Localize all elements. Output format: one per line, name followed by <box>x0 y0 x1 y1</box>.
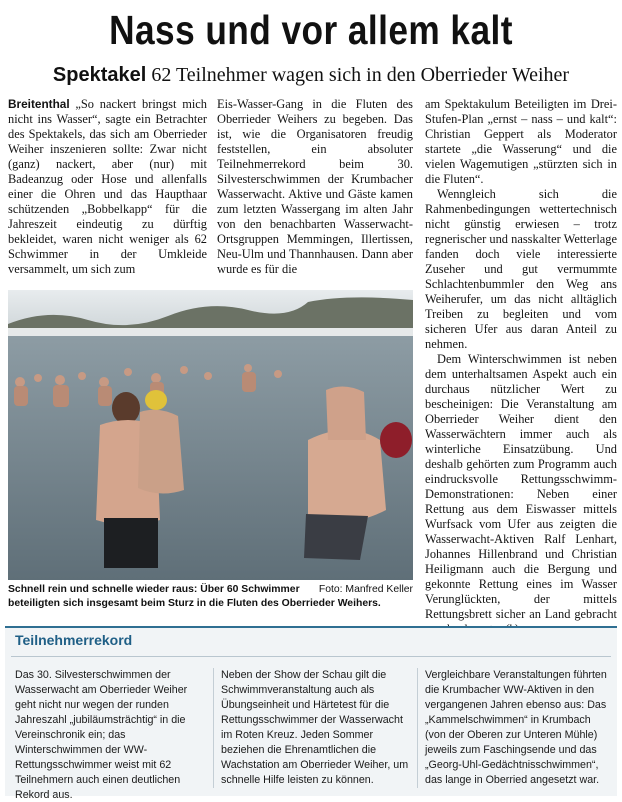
subheadline-kicker: Spektakel <box>52 64 147 86</box>
caption-text: Schnell rein und schnelle wieder raus: Über 60 Schwimmer beteiligten sich insgesamt beim Sturz in die Fluten des Oberrieder Weihers. <box>8 584 381 609</box>
subheadline-text: 62 Teilnehmer wagen sich in den Oberrieder Weiher <box>151 64 570 86</box>
column-separator <box>213 668 214 788</box>
info-box <box>5 626 617 801</box>
info-box-column-1: Das 30. Silvesterschwimmen der Wasserwacht am Oberrieder Weiher geht nicht nur wegen der runden Jahreszahl „jubiläumsträchtig“ in die Vereinschronik ein; das Winterschwimmen der WW-Rettungsschwimmer weist mit 62 Teilnehmern auch einen deutlichen Rekord aus. <box>15 669 188 801</box>
article-text: Dem Winterschwimmen ist neben dem unterhaltsamen Aspekt auch ein durchaus nützlicher Wert zu bescheinigen: Die Veranstaltung am Oberrieder Weiher dient den Wasserwächtern immer auch als winterliche Einsatzübung. Und deshalb gehörten zum Programm auch eindrucksvolle Rettungsschwimm-Demonstrationen: Neben einer Rettung aus dem Eiswasser mittels Wurfsack vom Ufer aus zeigten die Wasserwacht-Aktiven Ralf Lenhart, Johannes Hillenbrand und Christian Heiligmann auch die Bergung und gekonnte Rettung eines im Wasser Verunglückten, der mittels Rettungsbrett sicher an Land gebracht <box>425 352 617 621</box>
article-photo <box>8 290 413 580</box>
article-paragraph <box>8 97 207 277</box>
article-column-3 <box>425 97 617 637</box>
article-paragraph <box>425 352 617 637</box>
info-box-column-3: Vergleichbare Veranstaltungen führten die Krumbacher WW-Aktiven in den vergangenen Jahren ebenso aus: Das „Kammelschwimmen“ in Krumbach (von der Oberen zur Unteren Mühle) jeweils zum Faschingsende und das „Georg-Uhl-Gedächtnisschwimmen“, das lange in Oberried angesetzt war. <box>425 669 607 786</box>
photo-credit: Foto: Manfred Keller <box>318 584 413 595</box>
info-box-divider <box>11 656 611 657</box>
subheadline <box>0 62 622 88</box>
headline: Nass und vor allem kalt <box>109 7 513 53</box>
info-box-title: Teilnehmerrekord <box>15 632 133 648</box>
article-column-1 <box>8 97 207 277</box>
article-paragraph: Wenngleich sich die Rahmenbedingungen wettertechnisch nicht günstig erwiesen – trotz regnerischer und nasskalter Wetterlage fanden doch viele interessierte Zuseher und gut vermummte Schlachtenbummler den Weg ans Weiherufer, um das nicht alltäglich Treiben zu begleiten und vom sicheren Ufer aus daran Anteil zu nehmen. <box>425 187 617 351</box>
column-separator <box>417 668 418 788</box>
dateline: Breitenthal <box>8 97 70 111</box>
article-paragraph: Eis-Wasser-Gang in die Fluten des Oberrieder Weihers zu begeben. Das ist, wie die Organisatoren freudig feststellen, ein absoluter Teilnehmerrekord beim 30. Silvesterschwimmen der Krumbacher Wasserwacht. Aktive und Gäste kamen zum letzten Wassergang im alten Jahr von den benachbarten Wasserwacht-Ortsgruppen Memmingen, Illertissen, Neu-Ulm und Thannhausen. Dann aber wurde es für die <box>217 97 413 276</box>
article-column-2 <box>217 97 413 277</box>
info-box-column-2: Neben der Show der Schau gilt die Schwimmveranstaltung auch als Übungseinheit und Härtetest für die Rettungsschwimmer der Wasserwacht im Roten Kreuz. Jeden Sommer beziehen die Ehrenamtlichen die Wachstation am Oberrieder Weiher, um schnelle Hilfe leisten zu können. <box>221 669 409 786</box>
article-text: „So nackert bringst mich nicht ins Wasser“, sagte ein Betrachter des Spektakels, das sich am Oberrieder Weiher inszenieren sollte: Zwar nicht (ganz) nackert, aber (nur) mit Badeanzug oder Hose und allenfalls einer die Ohren und das Haupthaar schützenden „Bobbelkapp“ für die Jahreszeit eindeutig zu dürftig bekleidet, waren nicht weniger als 62 Schwimmer in der Umkleide versammelt, um sich zum <box>8 97 207 276</box>
article-paragraph: am Spektakulum Beteiligten im Drei-Stufen-Plan „ernst – nass – und kalt“: Christian Geppert als Moderator startete „die Wasserung“ und die vielen Wagemutigen „stürzten sich in die Fluten“. <box>425 97 617 186</box>
swimmers-photo-illustration <box>8 290 413 580</box>
photo-caption <box>8 583 413 611</box>
